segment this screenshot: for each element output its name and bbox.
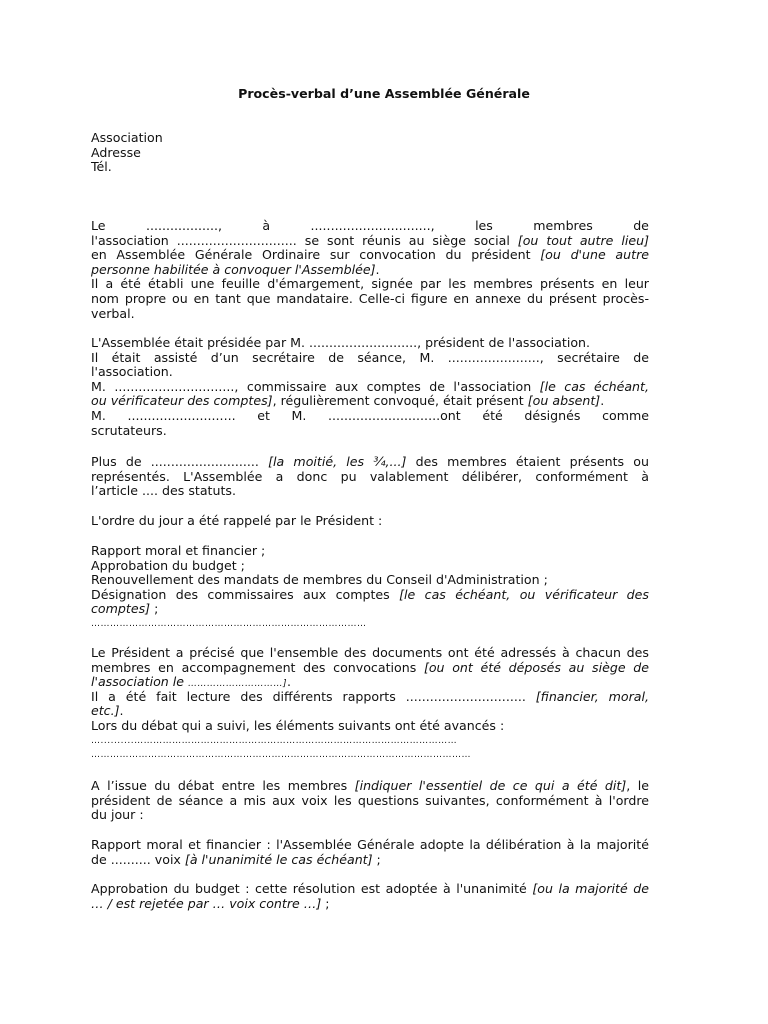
paragraph-line: scrutateurs. <box>91 422 167 438</box>
paragraph-line <box>91 853 649 868</box>
italic-note: [le cas échéant, <box>539 378 649 394</box>
text-fragment: à <box>262 218 271 233</box>
placeholder-dots: …………………………………………………………………………… <box>91 618 367 629</box>
paragraph-line <box>91 661 649 676</box>
paragraph-line: l’article .... des statuts. <box>91 483 236 499</box>
text-fragment: Désignation des commissaires aux comptes <box>91 586 400 602</box>
paragraph-resolution-budget <box>91 882 649 911</box>
list-item <box>91 602 649 617</box>
text-fragment: , régulièrement convoqué, était présent <box>272 393 528 409</box>
italic-note: [financier, moral, <box>535 688 649 704</box>
text-fragment: de .......... voix <box>91 851 185 867</box>
italic-note: [à l'unanimité le cas échéant] <box>184 851 373 867</box>
paragraph-line: nom propre ou en tant que mandataire. Celle-ci figure en annexe du présent procès- <box>91 290 649 306</box>
paragraph-line <box>91 234 649 249</box>
text-fragment: . <box>375 261 380 277</box>
paragraph-line: représentés. L'Assemblée a donc pu valablement délibérer, conformément à <box>91 468 649 484</box>
italic-note: l'association le <box>91 674 189 690</box>
text-fragment: Il a été fait lecture des différents rapports .............................. <box>91 688 536 704</box>
italic-note: [ou absent] <box>527 393 601 409</box>
text-fragment: de <box>633 218 649 233</box>
paragraph-line: Il était assisté d’un secrétaire de séance, M. ......................., secrétaire de <box>91 349 649 365</box>
italic-note: [la moitié, les ¾,...] <box>268 454 407 469</box>
list-item: Rapport moral et financier ; <box>91 543 266 558</box>
text-fragment: .................., <box>145 218 223 233</box>
paragraph-line: L'ordre du jour a été rappelé par le Président : <box>91 513 383 528</box>
text-fragment: M. .............................., commissaire aux comptes de l'association <box>91 378 540 394</box>
text-fragment: des membres étaient présents ou <box>406 454 649 469</box>
paragraph-line <box>91 394 649 409</box>
italic-note: [indiquer l'essentiel de ce qui a été dit] <box>354 778 627 793</box>
text-fragment: ; <box>321 895 330 911</box>
paragraph-line: Il a été établi une feuille d'émargement, signée par les membres présents en leur <box>91 276 649 292</box>
paragraph-quorum <box>91 455 649 499</box>
association-label: Association <box>91 130 163 145</box>
text-fragment: membres en accompagnement des convocations <box>91 659 424 675</box>
paragraph-line <box>91 248 649 263</box>
italic-note: [ou la majorité de <box>532 881 649 896</box>
address-label: Adresse <box>91 144 141 160</box>
paragraph-line: Le Président a précisé que l'ensemble des documents ont été adressés à chacun des <box>91 645 649 660</box>
paragraph-line: Lors du débat qui a suivi, les éléments suivants ont été avancés : <box>91 717 505 733</box>
italic-note: etc.] <box>91 703 120 719</box>
paragraph-vote-intro <box>91 779 649 823</box>
paragraph-line <box>91 263 649 278</box>
list-item: Approbation du budget ; <box>91 557 245 573</box>
paragraph-line <box>91 690 649 705</box>
list-item: Renouvellement des mandats de membres du Conseil d'Administration ; <box>91 572 548 588</box>
italic-note: [ou tout autre lieu] <box>517 232 649 248</box>
text-fragment: Le <box>91 218 106 233</box>
text-fragment: en Assemblée Générale Ordinaire sur convocation du président <box>91 247 541 263</box>
paragraph-line <box>91 455 649 470</box>
text-fragment: . <box>287 674 292 690</box>
paragraph-line: verbal. <box>91 305 135 321</box>
document-title: Procès-verbal d’une Assemblée Générale <box>238 86 530 101</box>
list-item <box>91 588 649 603</box>
paragraph-resolution-report <box>91 838 649 867</box>
text-fragment: ; <box>372 851 381 867</box>
text-fragment: , le <box>626 778 649 793</box>
placeholder-dots: ………………………………………………………………………………………………………… <box>91 750 471 761</box>
text-fragment: Plus de ........................... <box>91 454 269 469</box>
paragraph-line <box>91 219 649 234</box>
paragraph-line: L'Assemblée était présidée par M. ..........................., président de l'association. <box>91 335 591 350</box>
paragraph-line <box>91 380 649 395</box>
paragraph-line <box>91 704 649 719</box>
text-fragment: . <box>600 393 605 409</box>
paragraph-line <box>91 882 649 897</box>
text-fragment: . <box>119 703 124 719</box>
paragraph-line: l'association. <box>91 364 173 380</box>
italic-note: comptes] <box>91 601 151 617</box>
text-fragment: ; <box>150 601 159 617</box>
text-fragment: membres <box>533 218 593 233</box>
italic-note: [ou ont été déposés au siège de <box>423 659 649 675</box>
text-fragment: .............................., <box>310 218 435 233</box>
italic-note: … / est rejetée par … voix contre …] <box>91 895 322 911</box>
text-fragment: l'association .............................. se sont réunis au siège social <box>91 232 518 248</box>
paragraph-documents <box>91 646 649 763</box>
paragraph-line: Rapport moral et financier : l'Assemblée Générale adopte la délibération à la majorité <box>91 837 649 852</box>
text-fragment: les <box>475 218 493 233</box>
italic-note: personne habilitée à convoquer l'Assemblée] <box>91 261 376 277</box>
header-block <box>91 131 649 175</box>
placeholder-dots: …..........………………………………………………………………………………………… <box>91 735 458 746</box>
paragraph-line: M. ........................... et M. ............................ont été désignés comme <box>91 407 649 423</box>
paragraph-line <box>91 779 649 794</box>
italic-note: ou vérificateur des comptes] <box>91 393 273 409</box>
italic-note: [ou d'une autre <box>540 247 649 263</box>
paragraph-line <box>91 675 649 690</box>
paragraph-meeting-intro <box>91 219 649 321</box>
paragraph-line: président de séance a mis aux voix les questions suivantes, conformément à l'ordre <box>91 792 649 808</box>
italic-note: [le cas échéant, ou vérificateur des <box>399 586 649 602</box>
agenda-intro <box>91 514 649 529</box>
text-fragment: Approbation du budget : cette résolution est adoptée à l'unanimité <box>91 881 533 896</box>
paragraph-line: du jour : <box>91 807 144 823</box>
paragraph-officers <box>91 336 649 438</box>
paragraph-line <box>91 897 649 912</box>
agenda-list <box>91 544 649 632</box>
phone-label: Tél. <box>91 159 112 175</box>
italic-note: …………………………] <box>188 679 288 690</box>
text-fragment: A l’issue du débat entre les membres <box>91 778 355 793</box>
